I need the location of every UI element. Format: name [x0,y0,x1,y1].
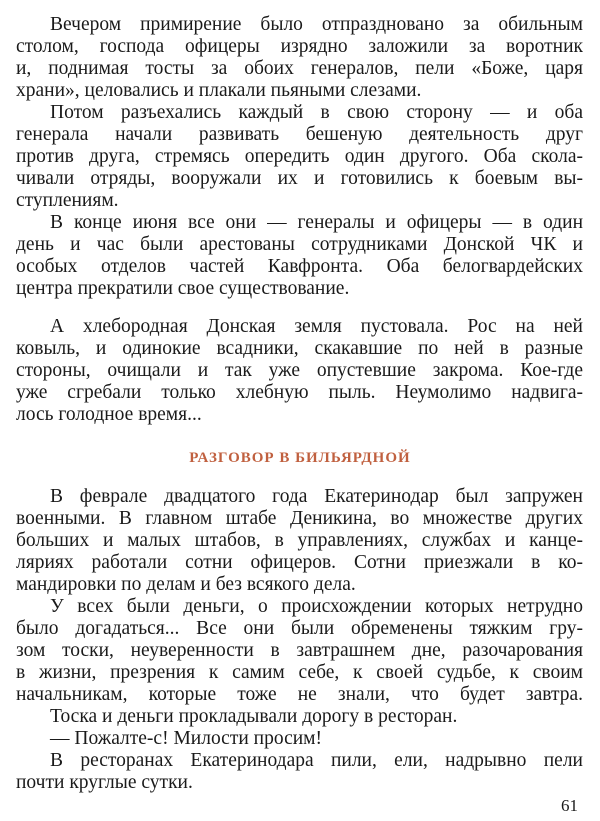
text-line: генерала начали развивать бешеную деятельность друг [16,124,583,145]
text-line: особых отделов частей Кавфронта. Оба белогвардейских [16,256,583,277]
text-line: ковыль, и одинокие всадники, скакавшие по ней в разные [16,338,583,359]
text-line: Тоска и деньги прокладывали дорогу в ресторан. [50,706,458,727]
text-line: В конце июня все они — генералы и офицеры — в один [50,212,583,233]
text-line: центра прекратили свое существование. [16,278,350,299]
text-line: У всех были деньги, о происхождении которых нетрудно [50,596,583,617]
text-line: стороны, очищали и так уже опустевшие закрома. Кое-где [16,360,583,381]
text-line: столом, господа офицеры изрядно заложили за воротник [16,36,583,57]
text-line: чивали отряды, вооружали их и готовились к боевым вы- [16,168,583,189]
text-line: было догадаться... Все они были обременены тяжким гру- [16,618,583,639]
text-line: почти круглые сутки. [16,772,193,793]
text-line: начальникам, которые тоже не знали, что будет завтра. [16,684,583,705]
text-line: Потом разъехались каждый в свою сторону — и оба [50,102,583,123]
text-line: день и час были арестованы сотрудниками Донской ЧК и [16,234,583,255]
text-line: против друга, стремясь опередить один другого. Оба скола- [16,146,583,167]
text-line: В ресторанах Екатеринодара пили, ели, надрывно пели [50,750,583,771]
text-line: зом тоски, неуверенности в завтрашнем дне, разочарования [16,640,583,661]
text-line: храни», целовались и плакали пьяными слезами. [16,80,422,101]
text-line: военными. В главном штабе Деникина, во множестве других [16,508,583,529]
text-line: и, поднимая тосты за обоих генералов, пели «Боже, царя [16,58,583,79]
text-line: ляриях работали сотни офицеров. Сотни приезжали в ко- [16,552,583,573]
text-line: в жизни, презрения к самим себе, к своей судьбе, к своим [16,662,583,683]
text-line: А хлебородная Донская земля пустовала. Рос на ней [50,316,583,337]
chapter-heading: РАЗГОВОР В БИЛЬЯРДНОЙ [189,450,411,466]
text-line: — Пожалте-с! Милости просим! [50,728,323,749]
text-line: В феврале двадцатого года Екатеринодар был запружен [50,486,583,507]
page-number: 61 [561,796,578,815]
text-line: мандировки по делам и без всякого дела. [16,574,356,595]
text-line: уже сгребали только хлебную пыль. Неумолимо надвига- [16,382,583,403]
text-line: лось голодное время... [16,404,202,425]
text-line: больших и малых штабов, в управлениях, службах и канце- [16,530,583,551]
text-line: Вечером примирение было отпраздновано за обильным [50,14,583,35]
text-line: ступлениям. [16,190,119,211]
